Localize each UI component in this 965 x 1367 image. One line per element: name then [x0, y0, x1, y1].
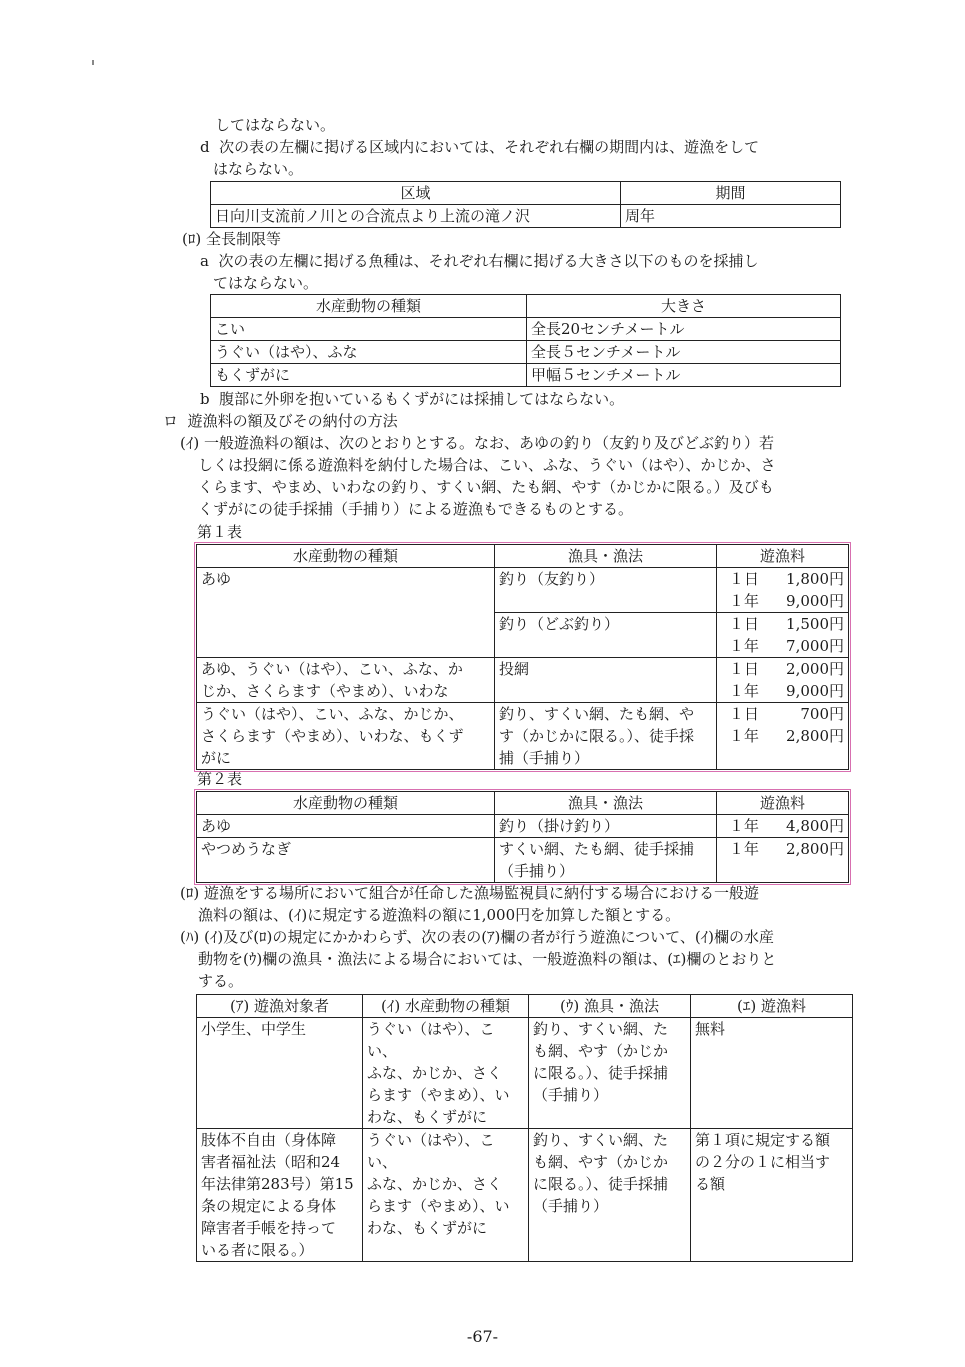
- table-cell: [529, 1129, 691, 1262]
- table-header: (ｳ) 漁具・漁法: [529, 995, 691, 1018]
- item-marker: (ﾛ): [182, 230, 202, 248]
- table-cell: [197, 1129, 363, 1262]
- table-cell: [197, 658, 495, 703]
- table-header: 漁具・漁法: [495, 792, 717, 815]
- table-cell: あゆ: [197, 568, 495, 658]
- cell-line: に限る。）、徒手採捕: [533, 1064, 669, 1082]
- table-cell: もくずがに: [211, 364, 527, 387]
- subsection-ro: [182, 228, 281, 250]
- fee-cell: [717, 658, 849, 703]
- cell-line: （手捕り）: [533, 1086, 609, 1104]
- fee-period: １年: [729, 637, 760, 655]
- table-cell: [691, 1018, 853, 1129]
- table-cell: 釣り（友釣り）: [495, 568, 717, 613]
- area-period-table: [210, 181, 841, 228]
- table-cell: [529, 1018, 691, 1129]
- cell-line: （手捕り）: [499, 862, 575, 880]
- fee-value: 9,000円: [786, 592, 844, 610]
- table-header: 水産動物の種類: [197, 545, 495, 568]
- fee-period: １年: [729, 682, 760, 700]
- section-title: 遊漁料の額及びその納付の方法: [187, 412, 398, 430]
- text-line: する。: [198, 972, 244, 990]
- table-row: [197, 568, 849, 613]
- section-marker: ロ: [163, 412, 179, 430]
- fee-value: 1,800円: [786, 570, 844, 588]
- table-row: [197, 1129, 853, 1262]
- item-marker: (ﾊ): [180, 928, 200, 946]
- fee-value: 1,500円: [786, 615, 844, 633]
- table-row: [197, 815, 849, 838]
- cell-line: す（かじかに限る。）、徒手採: [499, 727, 695, 745]
- cell-line: の２分の１に相当す: [695, 1153, 831, 1171]
- fee-period: １年: [729, 727, 760, 745]
- table-label: 第２表: [197, 770, 243, 788]
- table-header: (ｲ) 水産動物の種類: [363, 995, 529, 1018]
- fee-table-1: [196, 544, 849, 770]
- fee-value: 2,800円: [786, 727, 844, 745]
- cell-line: も網、やす（かじか: [533, 1153, 669, 1171]
- cell-line: 釣り、すくい網、た: [533, 1020, 669, 1038]
- item-d: [200, 136, 759, 158]
- text-line: 動物を(ｳ)欄の漁具・漁法による場合においては、一般遊漁料の額は、(ｴ)欄のとおりと: [198, 950, 777, 968]
- table-cell: 周年: [621, 205, 841, 228]
- fee-value: 4,800円: [786, 817, 844, 835]
- cell-line: わな、もくずがに: [367, 1219, 488, 1237]
- text-line: くらます、やまめ、いわなの釣り、すくい網、たも網、やす（かじかに限る。）及びも: [198, 478, 774, 496]
- item-marker: d: [200, 138, 210, 156]
- fee-period: １年: [729, 840, 760, 858]
- section-ro: [163, 410, 398, 432]
- table-cell: うぐい（はや）、ふな: [211, 341, 527, 364]
- table-row: [197, 658, 849, 703]
- text-line: 漁料の額は、(ｲ)に規定する遊漁料の額に1,000円を加算した額とする。: [198, 906, 681, 924]
- fee-period: １年: [729, 592, 760, 610]
- cell-line: ふな、かじか、さく: [367, 1175, 503, 1193]
- cell-line: も網、やす（かじか: [533, 1042, 669, 1060]
- cell-line: る額: [695, 1175, 726, 1193]
- table-row: [211, 341, 841, 364]
- table-row: [211, 364, 841, 387]
- subsection-ro-2: [180, 882, 759, 904]
- cell-line: うぐい（はや）、こい、: [367, 1020, 495, 1060]
- cell-line: 無料: [695, 1020, 726, 1038]
- item-a: [200, 250, 759, 272]
- exemption-table: [196, 994, 853, 1262]
- fee-value: 7,000円: [786, 637, 844, 655]
- table-header: 水産動物の種類: [211, 295, 527, 318]
- table-header: 遊漁料: [717, 792, 849, 815]
- cell-line: あゆ、うぐい（はや）、こい、ふな、か: [201, 660, 463, 678]
- fee-period: １日: [729, 705, 760, 723]
- table-header: 期間: [621, 182, 841, 205]
- text-line: 次の表の左欄に掲げる魚種は、それぞれ右欄に掲げる大きさ以下のものを採捕し: [218, 252, 759, 270]
- table-cell: こい: [211, 318, 527, 341]
- cell-line: 釣り、すくい網、た: [533, 1131, 669, 1149]
- cell-line: らます（やまめ）、い: [367, 1086, 510, 1104]
- table-cell: 釣り（掛け釣り）: [495, 815, 717, 838]
- table-cell: [197, 703, 495, 770]
- table-label: 第１表: [197, 523, 243, 541]
- table-row: [197, 1018, 853, 1129]
- table-cell: 甲幅５センチメートル: [527, 364, 841, 387]
- cell-line: 肢体不自由（身体障: [201, 1131, 337, 1149]
- fee-period: １日: [729, 660, 760, 678]
- fee-cell: [717, 838, 849, 883]
- table-cell: やつめうなぎ: [197, 838, 495, 883]
- cell-line: に限る。）、徒手採捕: [533, 1175, 669, 1193]
- item-marker: (ｲ): [180, 434, 200, 452]
- scan-speck: [92, 60, 94, 65]
- table-cell: [495, 838, 717, 883]
- item-marker: b: [200, 390, 210, 408]
- size-limit-table: [210, 294, 841, 387]
- cell-line: 年法律第283号）第15: [201, 1175, 354, 1193]
- fee-period: １日: [729, 570, 760, 588]
- cell-line: 捕（手捕り）: [499, 749, 590, 767]
- fee-cell: [717, 815, 849, 838]
- cell-line: 第１項に規定する額: [695, 1131, 831, 1149]
- table-row: [211, 205, 841, 228]
- fee-cell: [717, 703, 849, 770]
- page-number: -67-: [466, 1327, 499, 1346]
- table-cell: [691, 1129, 853, 1262]
- cell-line: 害者福祉法（昭和24: [201, 1153, 341, 1171]
- table-header: (ｴ) 遊漁料: [691, 995, 853, 1018]
- text-line: しくは投網に係る遊漁料を納付した場合は、こい、ふな、うぐい（はや）、かじか、さ: [198, 456, 776, 474]
- table-cell: [197, 1018, 363, 1129]
- cell-line: ふな、かじか、さく: [367, 1064, 503, 1082]
- cell-line: がに: [201, 749, 232, 767]
- cell-line: うぐい（はや）、こい、ふな、かじか、: [201, 705, 464, 723]
- table-cell: 投網: [495, 658, 717, 703]
- table-cell: [363, 1129, 529, 1262]
- subsection-i: [180, 432, 774, 454]
- fee-value: 2,800円: [786, 840, 844, 858]
- table-cell: [363, 1018, 529, 1129]
- cell-line: 釣り、すくい網、たも網、や: [499, 705, 695, 723]
- table-row: [211, 318, 841, 341]
- text-line: (ｲ)及び(ﾛ)の規定にかかわらず、次の表の(ｱ)欄の者が行う遊漁について、(ｲ)欄の水産: [204, 928, 775, 946]
- cell-line: わな、もくずがに: [367, 1108, 488, 1126]
- item-marker: a: [200, 252, 209, 270]
- table-header: 水産動物の種類: [197, 792, 495, 815]
- table-header: (ｱ) 遊漁対象者: [197, 995, 363, 1018]
- text-line: くずがにの徒手採捕（手捕り）による遊漁もできるものとする。: [198, 500, 634, 518]
- cell-line: さくらます（やまめ）、いわな、もくず: [201, 727, 464, 745]
- table-header: 区域: [211, 182, 621, 205]
- fee-period: １日: [729, 615, 760, 633]
- item-marker: (ﾛ): [180, 884, 200, 902]
- fee-period: １年: [729, 817, 760, 835]
- cell-line: すくい網、たも網、徒手採捕: [499, 840, 695, 858]
- table-cell: 日向川支流前ノ川との合流点より上流の滝ノ沢: [211, 205, 621, 228]
- text-line: 一般遊漁料の額は、次のとおりとする。なお、あゆの釣り（友釣り及びどぶ釣り）若: [204, 434, 775, 452]
- text-line: 腹部に外卵を抱いているもくずがには採捕してはならない。: [219, 390, 625, 408]
- table-header: 漁具・漁法: [495, 545, 717, 568]
- fee-cell: [717, 568, 849, 613]
- cell-line: 小学生、中学生: [201, 1020, 307, 1038]
- text-line: 次の表の左欄に掲げる区域内においては、それぞれ右欄の期間内は、遊漁をして: [219, 138, 760, 156]
- table-cell: 全長20センチメートル: [527, 318, 841, 341]
- fee-value: 9,000円: [786, 682, 844, 700]
- fee-value: 2,000円: [786, 660, 844, 678]
- text-line: はならない。: [213, 160, 304, 178]
- item-b: [200, 388, 624, 410]
- cell-line: いる者に限る。）: [201, 1241, 314, 1259]
- cell-line: 条の規定による身体: [201, 1197, 337, 1215]
- fee-value: 700円: [800, 705, 844, 723]
- cell-line: らます（やまめ）、い: [367, 1197, 510, 1215]
- cell-line: （手捕り）: [533, 1197, 609, 1215]
- fee-table-2: [196, 791, 849, 883]
- fee-cell: [717, 613, 849, 658]
- text-line: 遊漁をする場所において組合が任命した漁場監視員に納付する場合における一般遊: [204, 884, 760, 902]
- subsection-ha: [180, 926, 774, 948]
- cell-line: うぐい（はや）、こい、: [367, 1131, 495, 1171]
- table-header: 遊漁料: [717, 545, 849, 568]
- table-cell: 全長５センチメートル: [527, 341, 841, 364]
- table-header: 大きさ: [527, 295, 841, 318]
- table-cell: あゆ: [197, 815, 495, 838]
- table-row: [197, 703, 849, 770]
- cell-line: じか、さくらます（やまめ）、いわな: [201, 682, 449, 700]
- subsection-title: 全長制限等: [206, 230, 282, 248]
- text-line: てはならない。: [213, 274, 319, 292]
- table-cell: 釣り（どぶ釣り）: [495, 613, 717, 658]
- table-row: [197, 838, 849, 883]
- table-cell: [495, 703, 717, 770]
- cell-line: 障害者手帳を持って: [201, 1219, 337, 1237]
- text-line: してはならない。: [215, 116, 336, 134]
